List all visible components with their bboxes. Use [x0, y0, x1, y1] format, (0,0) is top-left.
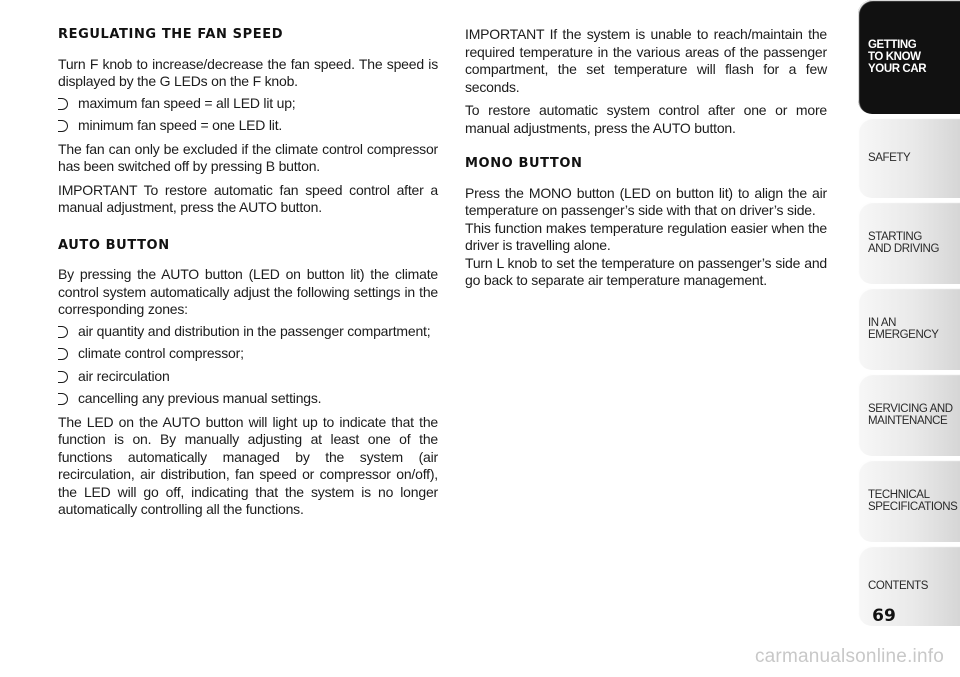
bullet-icon	[58, 348, 68, 360]
tab-starting-and-driving[interactable]: STARTING AND DRIVING	[858, 202, 960, 284]
page-number: 69	[872, 606, 896, 626]
paragraph: Turn L knob to set the temperature on passenger’s side and go back to separate air temperature management.	[465, 254, 827, 288]
tab-technical-specifications[interactable]: TECHNICAL SPECIFICATIONS	[858, 460, 960, 542]
list-item: climate control compressor;	[58, 345, 438, 363]
left-column	[58, 26, 438, 525]
paragraph: By pressing the AUTO button (LED on button lit) the climate control system automatically adjust the following settings in the corresponding zones:	[58, 266, 438, 317]
tab-contents[interactable]: CONTENTS	[858, 546, 960, 626]
bullet-icon	[58, 393, 68, 405]
paragraph: The LED on the AUTO button will light up to indicate that the function is on. By manually adjusting at least one of the functions automatically managed by the system (air recirculation, air distribution, fan speed or compressor on/off), the LED will go off, indicating that the system is no longer automatically controlling all the functions.	[58, 413, 438, 517]
watermark: carmanualsonline.info	[754, 646, 944, 667]
section-heading-mono-button: MONO BUTTON	[465, 156, 583, 171]
paragraph: Press the MONO button (LED on button lit) to align the air temperature on passenger’s side with that on driver’s side.	[465, 184, 827, 218]
paragraph: Turn F knob to increase/decrease the fan speed. The speed is displayed by the G LEDs on the F knob.	[58, 55, 438, 89]
tab-in-an-emergency[interactable]: IN AN EMERGENCY	[858, 288, 960, 370]
bullet-icon	[58, 371, 68, 383]
paragraph: IMPORTANT If the system is unable to reach/maintain the required temperature in the various areas of the passenger compartment, the set temperature will flash for a few seconds.	[465, 26, 827, 95]
tab-getting-to-know-your-car[interactable]: GETTING TO KNOW YOUR CAR	[858, 0, 960, 114]
section-heading-auto-button: AUTO BUTTON	[58, 237, 170, 253]
list-item: minimum fan speed = one LED lit.	[58, 117, 438, 135]
bullet-icon	[58, 120, 68, 132]
list-item: maximum fan speed = all LED lit up;	[58, 95, 438, 113]
list-item: cancelling any previous manual settings.	[58, 390, 438, 408]
tab-servicing-and-maintenance[interactable]: SERVICING AND MAINTENANCE	[858, 374, 960, 456]
bullet-list	[58, 95, 438, 135]
section-heading-fan-speed: REGULATING THE FAN SPEED	[58, 27, 284, 42]
paragraph: To restore automatic system control after one or more manual adjustments, press the AUTO button.	[465, 102, 827, 136]
tab-safety[interactable]: SAFETY	[858, 118, 960, 198]
bullet-list	[58, 323, 438, 408]
right-column	[465, 26, 827, 296]
bullet-icon	[58, 98, 68, 110]
list-item: air recirculation	[58, 368, 438, 386]
bullet-icon	[58, 326, 68, 338]
paragraph: The fan can only be excluded if the climate control compressor has been switched off by pressing B button.	[58, 140, 438, 174]
paragraph: IMPORTANT To restore automatic fan speed control after a manual adjustment, press the AUTO button.	[58, 181, 438, 215]
paragraph: This function makes temperature regulation easier when the driver is travelling alone.	[465, 219, 827, 253]
chapter-tabs	[858, 0, 960, 677]
list-item: air quantity and distribution in the passenger compartment;	[58, 323, 438, 341]
